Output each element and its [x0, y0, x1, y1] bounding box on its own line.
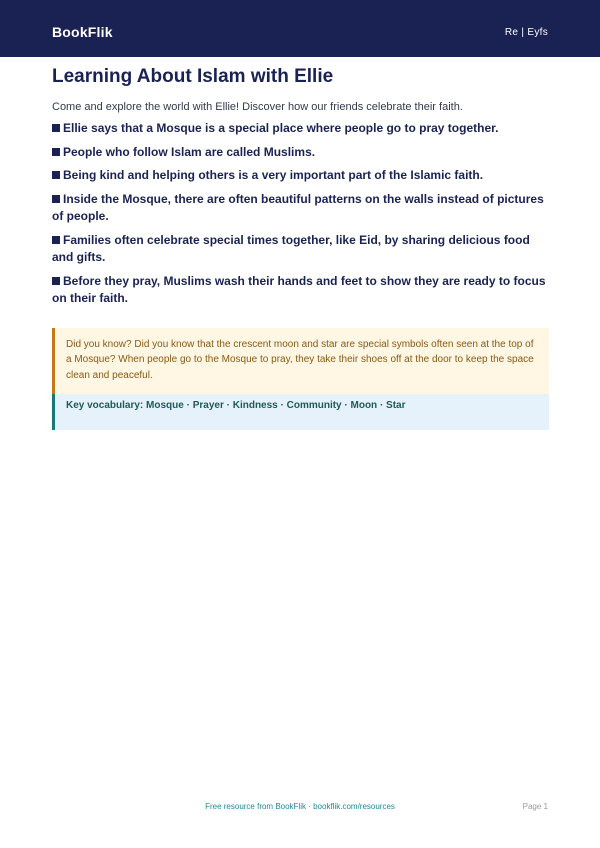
bullet-square-icon: [52, 171, 60, 179]
fact-text: Being kind and helping others is a very important part of the Islamic faith.: [63, 168, 484, 182]
footer-resource-link[interactable]: Free resource from BookFlik · bookflik.com/resources: [205, 802, 395, 811]
fact-item: [52, 167, 549, 185]
main-content: [52, 64, 549, 430]
key-vocabulary-box: [52, 394, 549, 430]
fact-item: [52, 144, 549, 162]
fact-text: Families often celebrate special times together, like Eid, by sharing delicious food and gifts.: [52, 232, 530, 264]
did-you-know-text: Did you know? Did you know that the crescent moon and star are special symbols often seen at the top of a Mosque? When people go to the Mosque to pray, they take their shoes off at the door to keep the space clean and peaceful.: [66, 338, 534, 381]
fact-text: Inside the Mosque, there are often beautiful patterns on the walls instead of pictures of people.: [52, 191, 544, 223]
brand-logo-text[interactable]: BookFlik: [52, 24, 113, 40]
bullet-square-icon: [52, 195, 60, 203]
page-header: [0, 0, 600, 57]
bullet-square-icon: [52, 148, 60, 156]
bullet-square-icon: [52, 124, 60, 132]
did-you-know-box: [52, 328, 549, 395]
subject-tag: Re | Eyfs: [504, 27, 548, 38]
fact-item: [52, 120, 549, 138]
bullet-square-icon: [52, 236, 60, 244]
key-vocabulary-text: Key vocabulary: Mosque · Prayer · Kindness · Community · Moon · Star: [66, 400, 406, 411]
fact-text: Ellie says that a Mosque is a special place where people go to pray together.: [63, 121, 499, 135]
page-title: Learning About Islam with Ellie: [52, 66, 334, 87]
fact-text: Before they pray, Muslims wash their hands and feet to show they are ready to focus on their faith.: [52, 273, 546, 305]
bullet-square-icon: [52, 277, 60, 285]
fact-text: People who follow Islam are called Muslims.: [63, 144, 316, 159]
fact-item: [52, 232, 549, 267]
page-number: Page 1: [522, 802, 548, 811]
intro-text: Come and explore the world with Ellie! Discover how our friends celebrate their faith.: [52, 101, 463, 113]
fact-item: [52, 273, 549, 308]
fact-item: [52, 191, 549, 226]
